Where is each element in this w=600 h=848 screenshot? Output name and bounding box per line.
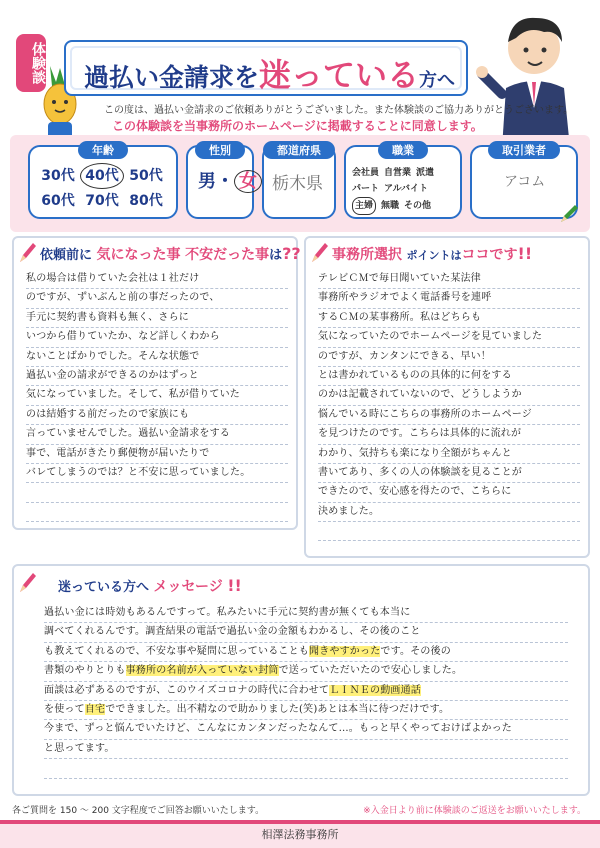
answer-line: のは結婚する前だったので家族にも — [26, 406, 288, 425]
answer-line: ないことばかりでした。そんな状態で — [26, 348, 288, 367]
answer-line — [44, 759, 568, 778]
answer-line: 気になっていました。そして、私が借りていた — [26, 386, 288, 405]
answer-line: テレビＣＭで毎日聞いていた某法律 — [318, 270, 580, 289]
gender-separator: ・ — [216, 171, 234, 192]
answer-line: 面談は必ずあるのですが、このウイズコロナの時代に合わせてＬＩＮＥの動画通話 — [44, 682, 568, 701]
answer-line: わかり、気持ちも楽になり全額がちゃんと — [318, 445, 580, 464]
occupation-options — [352, 165, 456, 215]
answer-line: するＣＭの某事務所。私はどちらも — [318, 309, 580, 328]
answer-line: 私の場合は借りていた会社は１社だけ — [26, 270, 288, 289]
pencil-icon — [558, 203, 580, 225]
answer-line: 事務所やラジオでよく電話番号を連呼 — [318, 289, 580, 308]
answer-line: いつから借りていたか、など詳しくわから — [26, 328, 288, 347]
occupation-option: パート — [352, 184, 380, 194]
title-box — [64, 40, 468, 96]
message-panel — [12, 564, 590, 796]
selection-panel — [304, 236, 590, 558]
age-options — [36, 163, 172, 213]
prefecture-label: 都道府県 — [263, 141, 335, 159]
highlighted-text: 事務所の名前が入っていない封筒 — [125, 665, 279, 677]
answer-line: 過払い金の請求ができるのかはずっと — [26, 367, 288, 386]
gender-label: 性別 — [195, 141, 245, 159]
message-title: 迷っている方へ メッセージ !! — [58, 576, 242, 595]
message-lines — [44, 604, 568, 779]
info-panel — [10, 135, 590, 232]
thanks-text: この度は、過払い金請求のご依頼ありがとうございました。また体験談のご協力ありがとうございます。 — [104, 105, 574, 116]
answer-line: のかは記載されていないので、どうしようか — [318, 386, 580, 405]
answer-line: 手元に契約書も資料も無く、さらに — [26, 309, 288, 328]
age-card — [28, 145, 178, 219]
concerns-title: 依頼前に 気になった事 不安だった事は?? — [40, 244, 301, 263]
footer — [0, 820, 600, 848]
selection-title: 事務所選択 ポイントはココです!! — [332, 244, 533, 263]
gender-male: 男 — [198, 171, 216, 192]
vendor-card — [470, 145, 578, 219]
pencil-icon — [310, 240, 330, 264]
answer-line: とは書かれているものの具体的に何をする — [318, 367, 580, 386]
concerns-panel — [12, 236, 301, 530]
gender-female-selected: 女 — [234, 170, 262, 193]
pencil-icon — [18, 240, 38, 264]
occupation-option: 自営業 — [384, 168, 412, 178]
answer-line: を見つけたのです。こちらは具体的に流れが — [318, 425, 580, 444]
answer-line — [26, 503, 288, 522]
answer-line: 書いてあり、多くの人の体験談を見ることが — [318, 464, 580, 483]
highlighted-text: ＬＩＮＥの動画通話 — [329, 684, 422, 696]
answer-line: 悩んでいる時にこちらの事務所のホームページ — [318, 406, 580, 425]
answer-line: 決めました。 — [318, 503, 580, 522]
age-label: 年齢 — [78, 141, 128, 159]
answer-line: も教えてくれるので、不安な事や疑問に思っていることも聞きやすかったです。その後の — [44, 643, 568, 662]
lawyer-character-icon — [472, 8, 582, 148]
age-option: 50代 — [129, 168, 163, 184]
occupation-option: その他 — [404, 201, 432, 211]
age-option: 30代 — [41, 168, 75, 184]
concerns-lines — [26, 270, 288, 522]
occupation-option: 派遣 — [416, 168, 435, 178]
occupation-option: アルバイト — [384, 184, 429, 194]
gender-card — [186, 144, 257, 219]
answer-line — [26, 483, 288, 502]
answer-line: 今まで、ずっと悩んでいたけど、こんなにカンタンだったなんて…。もっと早くやっておけばよかった — [44, 720, 568, 739]
answer-line: できたので、安心感を得たので、こちらに — [318, 483, 580, 502]
answer-line: と思ってます。 — [44, 740, 568, 759]
consent-text: この体験談を当事務所のホームページに掲載することに同意します。 — [112, 119, 483, 133]
answer-line: 事で、電話がきたり郵便物が届いたりで — [26, 445, 288, 464]
answer-line: バレてしまうのでは？と不安に思っていました。 — [26, 464, 288, 483]
age-option: 60代 — [41, 193, 75, 209]
age-option: 70代 — [85, 193, 119, 209]
answer-line: 過払い金には時効もあるんですって。私みたいに手元に契約書が無くても本当に — [44, 604, 568, 623]
answer-line: 書類のやりとりも事務所の名前が入っていない封筒で送っていただいたので安心しました。 — [44, 662, 568, 681]
highlighted-text: 自宅 — [84, 703, 106, 715]
occupation-card — [344, 145, 462, 219]
occupation-option: 無職 — [381, 201, 400, 211]
vendor-value: アコム — [504, 174, 546, 190]
occupation-label: 職業 — [378, 141, 428, 159]
answer-line: のですが、カンタンにできる、早い！ — [318, 348, 580, 367]
length-note: 各ご質問を 150 ～ 200 文字程度でご回答お願いいたします。 — [12, 806, 265, 816]
occupation-option: 会社員 — [352, 168, 380, 178]
experience-badge: 体験談 — [16, 34, 46, 92]
page-title: 過払い金請求を迷っている方へ — [84, 56, 456, 94]
selection-lines — [318, 270, 580, 541]
return-note: ※入金日より前に体験談のご返送をお願いいたします。 — [363, 806, 586, 816]
answer-line: 言っていませんでした。過払い金請求をする — [26, 425, 288, 444]
answer-line: 調べてくれるんです。調査結果の電話で過払い金の金額もわかるし、その後のこと — [44, 623, 568, 642]
prefecture-value: 栃木県 — [272, 174, 323, 194]
answer-line: を使って自宅でできました。出不精なので助かりました(笑)あとは本当に待つだけです。 — [44, 701, 568, 720]
answer-line: のですが、ずいぶんと前の事だったので、 — [26, 289, 288, 308]
vendor-label: 取引業者 — [488, 141, 560, 159]
pencil-icon — [18, 570, 38, 594]
firm-name: 相澤法務事務所 — [261, 828, 339, 841]
answer-line — [318, 522, 580, 541]
prefecture-card — [262, 145, 336, 219]
gender-options — [198, 167, 262, 193]
highlighted-text: 聞きやすかった — [309, 645, 381, 657]
age-option-selected: 40代 — [80, 163, 124, 189]
occupation-option-selected: 主婦 — [352, 197, 376, 215]
answer-line: 気になっていたのでホームページを見ていました — [318, 328, 580, 347]
age-option: 80代 — [129, 193, 163, 209]
